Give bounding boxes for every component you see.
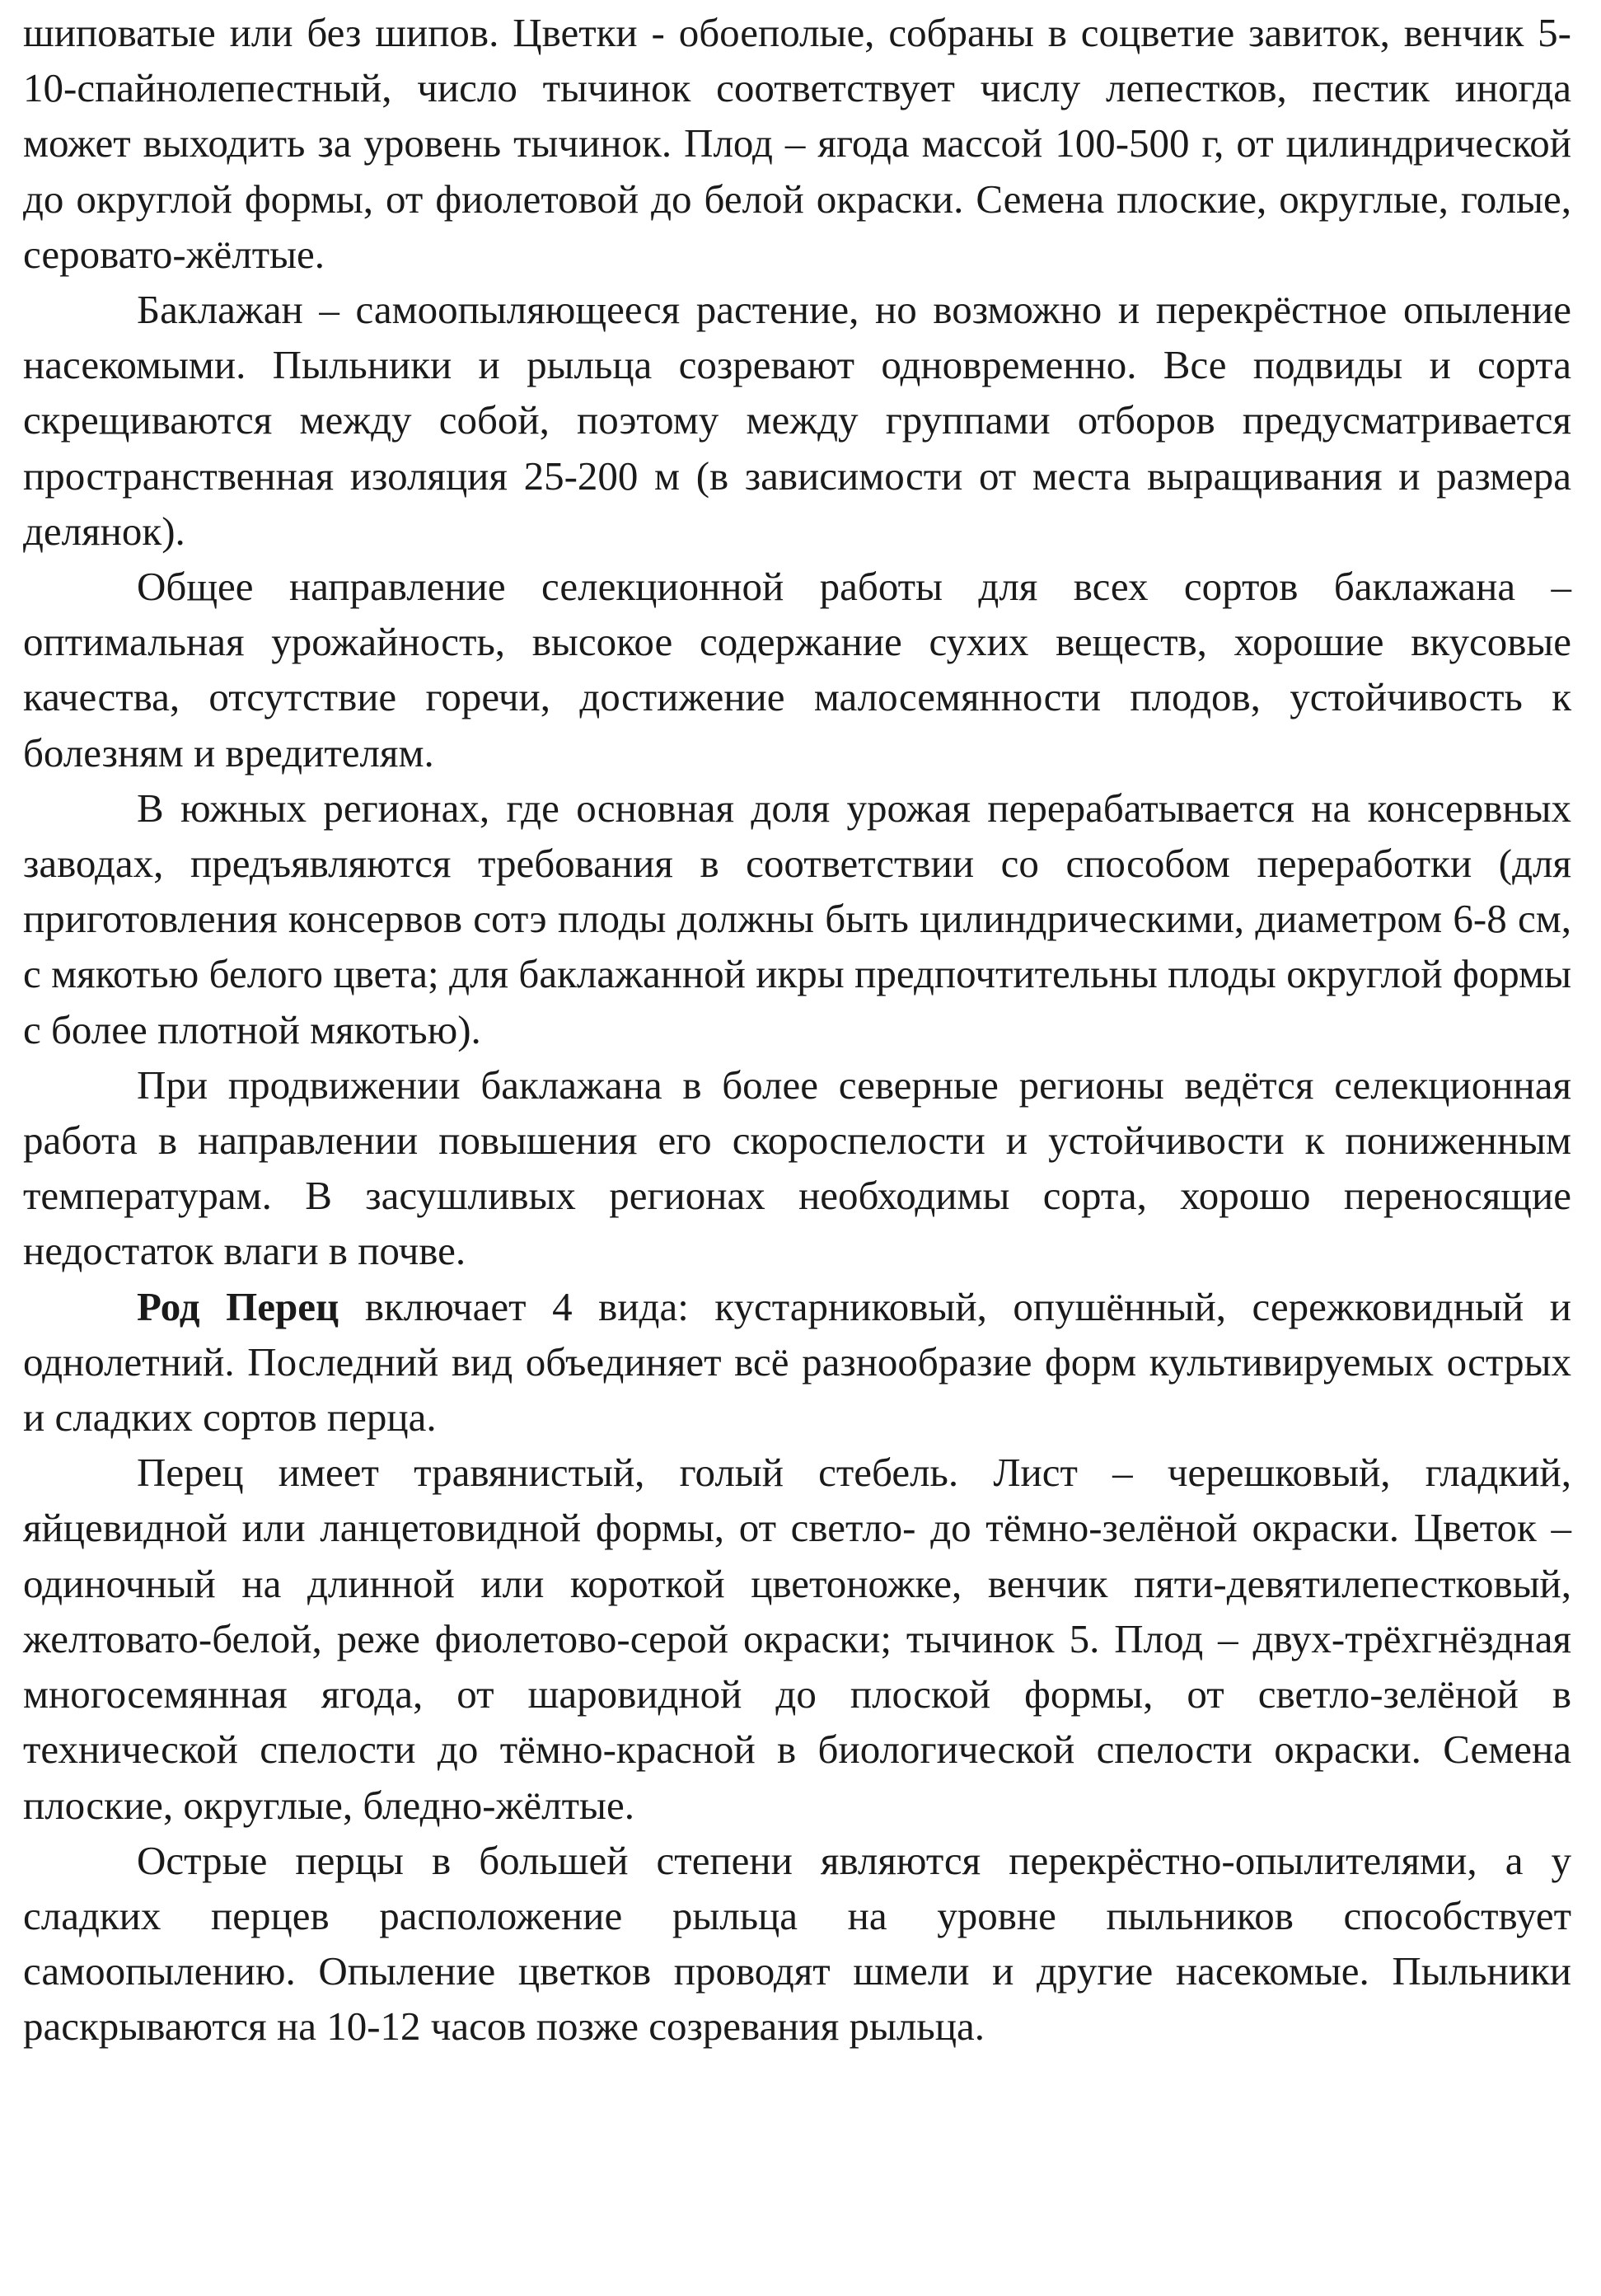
paragraph-pepper-description [23,1445,1571,1832]
paragraph-text: Острые перцы в большей степени являются перекрёстно-опылителями, а у сладких перцев расположение рыльца на уровне пыльников способствует самоопылению. Опыление цветков проводят шмели и другие насекомые. Пыльники раскрываются на 10-12 часов позже созревания рыльца. [23,1837,1571,2050]
paragraph-eggplant-breeding-goals [23,559,1571,780]
paragraph-eggplant-pollination [23,282,1571,559]
paragraph-text: Баклажан – самоопыляющееся растение, но возможно и перекрёстное опыление насекомыми. Пыльники и рыльца созревают одновременно. Все подвиды и сорта скрещиваются между собой, поэтому между группами отборов предусматривается пространственная изоляция 25-200 м (в зависимости от места выращивания и размера делянок). [23,287,1571,554]
paragraph-text: В южных регионах, где основная доля урожая перерабатывается на консервных заводах, предъявляются требования в соответствии со способом переработки (для приготовления консервов сотэ плоды должны быть цилиндрическими, диаметром 6-8 см, с мякотью белого цвета; для баклажанной икры предпочтительны плоды округлой формы с более плотной мякотью). [23,785,1571,1052]
paragraph-eggplant-description [23,5,1571,282]
paragraph-northern-regions [23,1057,1571,1279]
paragraph-text: Перец имеет травянистый, голый стебель. Лист – черешковый, гладкий, яйцевидной или ланцетовидной формы, от светло- до тёмно-зелёной окраски. Цветок – одиночный на длинной или короткой цветоножке, венчик пяти-девятилепестковый, желтовато-белой, реже фиолетово-серой окраски; тычинок 5. Плод – двух-трёхгнёздная многосемянная ягода, от шаровидной до плоской формы, от светло-зелёной в технической спелости до тёмно-красной в биологической спелости окраски. Семена плоские, округлые, бледно-жёлтые. [23,1450,1571,1828]
paragraph-text: Общее направление селекционной работы для всех сортов баклажана – оптимальная урожайность, высокое содержание сухих веществ, хорошие вкусовые качества, отсутствие горечи, достижение малосемянности плодов, устойчивость к болезням и вредителям. [23,564,1571,775]
paragraph-text: шиповатые или без шипов. Цветки - обоеполые, собраны в соцветие завиток, венчик 5-10-спайнолепестный, число тычинок соответствует числу лепестков, пестик иногда может выходить за уровень тычинок. Плод – ягода массой 100-500 г, от цилиндрической до округлой формы, от фиолетовой до белой окраски. Семена плоские, округлые, голые, серовато-жёлтые. [23,10,1571,277]
paragraph-pepper-pollination [23,1833,1571,2055]
paragraph-genus-pepper [23,1279,1571,1446]
paragraph-text: включает 4 вида: кустарниковый, опушённый, сережковидный и однолетний. Последний вид объединяет всё разнообразие форм культивируемых острых и сладких сортов перца. [23,1283,1571,1441]
paragraph-southern-regions [23,780,1571,1057]
paragraph-bold-lead: Род Перец [137,1283,339,1329]
paragraph-text: При продвижении баклажана в более северные регионы ведётся селекционная работа в направлении повышения его скороспелости и устойчивости к пониженным температурам. В засушливых регионах необходимы сорта, хорошо переносящие недостаток влаги в почве. [23,1061,1571,1274]
